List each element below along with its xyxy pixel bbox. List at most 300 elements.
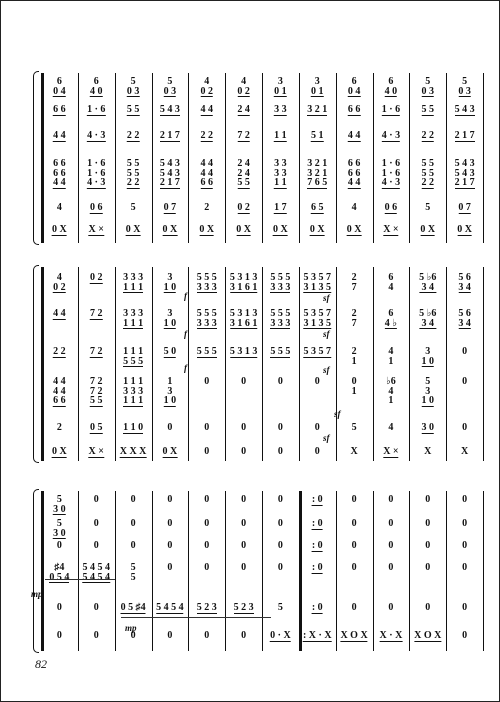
note-cell <box>234 603 254 614</box>
note-line: 5 4 5 4 <box>82 571 110 583</box>
note-cell <box>53 519 66 539</box>
note-cell <box>388 495 393 505</box>
note-line: 1 <box>388 355 394 367</box>
note-line: 0 <box>277 494 283 505</box>
note-cell <box>458 77 471 97</box>
note-line: 5 <box>277 602 283 613</box>
note-cell <box>163 225 178 236</box>
note-line: 0 <box>462 422 468 433</box>
bar-line <box>483 267 484 461</box>
bar-line <box>152 73 153 243</box>
bar-line <box>299 267 300 461</box>
note-line: 3 0 <box>421 422 434 433</box>
note-line: 0 <box>314 422 320 433</box>
note-cell <box>422 423 435 434</box>
note-line: 0 <box>462 602 468 613</box>
note-line: 0 2 <box>237 85 250 97</box>
note-line: : 0 <box>311 494 323 505</box>
note-line: 0 <box>462 494 468 505</box>
note-cell <box>382 159 400 189</box>
bar-line <box>262 73 263 243</box>
note-line: 5 <box>425 376 431 387</box>
bar-line <box>115 491 116 651</box>
note-cell <box>197 603 217 614</box>
note-line: 0 · X <box>270 630 291 641</box>
note-line: : 0 <box>311 602 323 613</box>
note-cell <box>414 631 441 642</box>
note-line: X <box>460 446 469 457</box>
note-line: X × <box>383 446 399 457</box>
note-cell <box>352 519 357 529</box>
note-line: 4 · 3 <box>381 130 401 141</box>
note-cell <box>458 309 471 329</box>
note-line: 0 <box>425 518 431 529</box>
note-line: 0 <box>241 540 247 551</box>
note-cell <box>127 131 140 142</box>
bar-line <box>188 267 189 461</box>
note-cell <box>87 131 105 142</box>
note-line: 5 0 <box>163 346 177 357</box>
system-brace <box>33 71 39 245</box>
note-line: 0 3 <box>126 85 140 97</box>
bar-line <box>483 491 484 651</box>
note-line: 7 2 <box>90 385 103 397</box>
note-cell <box>278 603 283 613</box>
note-cell <box>167 631 172 641</box>
note-cell <box>57 631 62 641</box>
note-line: 0 <box>277 376 283 387</box>
page-number: 82 <box>35 657 47 671</box>
note-line: 2 <box>351 272 357 283</box>
note-line: 2 1 7 <box>454 177 475 188</box>
note-cell <box>90 423 103 434</box>
note-line: 5 <box>130 571 136 583</box>
note-cell <box>388 603 393 613</box>
note-line: 0 X <box>346 224 362 235</box>
note-cell <box>164 347 177 358</box>
note-line: 6 <box>388 272 394 283</box>
note-line: 0 <box>241 518 247 529</box>
note-cell <box>57 603 62 613</box>
note-cell <box>49 563 69 583</box>
bar-line <box>373 267 374 461</box>
note-cell <box>204 519 209 529</box>
note-line: 5 <box>462 76 468 87</box>
note-line: 0 X <box>162 224 178 235</box>
bar-line <box>225 73 226 243</box>
bar-line <box>409 73 410 243</box>
note-line: 3 3 3 <box>123 385 144 397</box>
note-cell <box>312 541 323 552</box>
note-cell <box>462 377 467 387</box>
note-line: X O X <box>414 630 442 641</box>
note-line: 7 <box>351 281 357 293</box>
note-cell <box>422 377 435 407</box>
note-line: X · X <box>379 630 403 641</box>
note-line: 1 0 <box>163 395 177 406</box>
note-line: 4 <box>351 202 357 213</box>
note-cell <box>273 225 288 236</box>
note-cell <box>352 377 357 396</box>
note-cell <box>230 347 258 358</box>
dynamic-mark: sf <box>323 329 330 339</box>
note-line: X × <box>88 224 104 235</box>
note-line: 0 5 4 <box>49 571 70 583</box>
note-line: 0 <box>130 518 136 529</box>
note-cell <box>462 603 467 613</box>
note-line: 2 2 <box>421 130 434 141</box>
note-cell <box>274 105 287 116</box>
note-line: 0 <box>351 518 357 529</box>
note-line: 6 <box>56 76 62 87</box>
note-line: 2 4 <box>237 104 250 115</box>
note-line: 0 <box>167 630 173 641</box>
note-line: 5 5 5 <box>196 308 217 319</box>
note-cell <box>53 105 66 116</box>
note-line: 0 <box>93 518 99 529</box>
note-line: 2 2 <box>421 177 434 188</box>
note-cell <box>156 603 184 614</box>
note-cell <box>237 159 250 189</box>
dynamic-mark: mp <box>31 589 43 599</box>
note-line: : 0 <box>311 540 323 551</box>
note-cell <box>352 203 357 213</box>
note-cell <box>278 377 283 387</box>
note-cell <box>304 309 332 329</box>
note-line: 1 0 <box>421 395 434 406</box>
note-line: 0 <box>425 494 431 505</box>
note-line: 5 ♭6 <box>419 272 437 283</box>
dynamic-mark: f <box>184 291 187 301</box>
note-cell <box>422 347 435 367</box>
note-cell <box>164 203 177 214</box>
note-cell <box>131 203 136 213</box>
note-line: 0 <box>56 630 62 641</box>
note-line: 0 6 <box>384 202 398 213</box>
note-cell <box>458 273 471 293</box>
note-line: 0 <box>277 518 283 529</box>
note-line: 3 3 <box>274 104 287 115</box>
note-cell <box>424 447 431 457</box>
note-line: X X X <box>119 446 147 457</box>
note-line: 0 5 <box>90 422 103 433</box>
note-cell <box>90 273 103 284</box>
note-cell <box>87 105 105 116</box>
note-cell <box>204 423 209 433</box>
note-cell <box>121 603 146 614</box>
note-line: 4 <box>56 272 62 283</box>
note-cell <box>352 347 357 366</box>
note-line: 0 <box>204 562 210 573</box>
note-line: 5 6 <box>458 272 471 283</box>
note-line: 4 <box>204 76 210 87</box>
note-line: 0 1 <box>311 85 324 97</box>
note-cell <box>388 273 393 292</box>
note-line: 2 1 7 <box>454 130 475 141</box>
note-line: 0 4 <box>53 85 66 97</box>
note-cell <box>94 603 99 613</box>
note-cell <box>278 563 283 573</box>
note-line: 4 · 3 <box>87 177 106 188</box>
note-cell <box>131 563 136 582</box>
dynamic-mark: sf <box>334 409 341 419</box>
note-cell <box>348 105 361 116</box>
note-line: 0 <box>388 518 394 529</box>
note-line: 0 <box>462 518 468 529</box>
note-cell <box>164 273 177 293</box>
system-brace <box>33 265 39 463</box>
note-cell <box>312 495 323 506</box>
note-line: 0 <box>204 494 210 505</box>
note-line: 0 <box>277 446 283 457</box>
note-cell <box>274 77 287 97</box>
note-cell <box>386 377 396 406</box>
note-line: 0 <box>241 630 247 641</box>
note-cell <box>340 631 367 642</box>
note-line: 4 <box>241 76 247 87</box>
note-line: 2 4 <box>237 158 250 169</box>
note-cell <box>352 273 357 292</box>
note-line: 1 0 <box>163 281 177 293</box>
note-line: 3 3 3 <box>196 281 217 293</box>
note-cell <box>53 159 66 189</box>
note-cell <box>57 541 62 551</box>
note-line: 7 6 5 <box>307 177 328 188</box>
note-cell <box>270 347 290 358</box>
bar-line <box>373 73 374 243</box>
dynamic-mark: sf <box>323 293 330 303</box>
note-line: X <box>424 446 432 457</box>
bar-line <box>152 491 153 651</box>
bar-line <box>115 267 116 461</box>
note-line: 0 6 <box>90 202 103 213</box>
note-line: 3 <box>167 385 173 397</box>
note-line: 7 2 <box>90 308 103 319</box>
note-cell <box>455 131 475 142</box>
note-line: 3 <box>425 346 431 357</box>
note-line: X <box>350 446 358 457</box>
note-line: 0 7 <box>163 202 177 213</box>
note-line: 0 <box>388 602 394 613</box>
note-cell <box>127 77 140 97</box>
note-cell <box>348 159 361 189</box>
note-line: 3 4 <box>458 317 471 329</box>
system-brace <box>33 489 39 653</box>
note-cell <box>53 309 66 320</box>
note-cell <box>388 347 393 366</box>
note-line: 1 <box>351 385 357 397</box>
note-line: 1 0 <box>163 317 177 329</box>
bar-line <box>299 491 302 651</box>
note-line: 0 <box>93 494 99 505</box>
note-cell <box>201 105 214 116</box>
note-line: 3 1 3 5 <box>303 281 331 293</box>
note-cell <box>422 159 435 189</box>
note-cell <box>123 273 143 293</box>
note-line: 6 6 <box>347 167 361 179</box>
note-cell <box>425 495 430 505</box>
note-line: 3 3 3 <box>270 281 291 293</box>
note-cell <box>462 423 467 433</box>
note-cell <box>53 131 66 142</box>
note-line: 5 5 <box>126 158 140 169</box>
note-cell <box>94 631 99 641</box>
bar-line <box>299 73 300 243</box>
note-cell <box>201 131 214 142</box>
note-line: 0 3 <box>458 85 471 97</box>
note-line: 0 <box>167 422 173 433</box>
note-cell <box>53 377 66 407</box>
note-line: 0 2 <box>53 281 66 293</box>
note-line: 4 0 <box>90 85 103 97</box>
note-line: 5 5 5 <box>196 272 217 283</box>
note-line: 5 3 5 7 <box>303 272 331 283</box>
note-line: 7 2 <box>90 376 103 387</box>
note-cell <box>425 603 430 613</box>
note-cell <box>385 309 397 329</box>
note-cell <box>241 519 246 529</box>
note-cell <box>425 519 430 529</box>
note-line: 0 <box>241 376 247 387</box>
note-cell <box>204 541 209 551</box>
note-line: 4 <box>388 281 394 293</box>
note-cell <box>201 77 214 97</box>
note-cell <box>131 541 136 551</box>
note-cell <box>83 563 111 583</box>
note-line: 0 <box>241 494 247 505</box>
note-line: 5 3 5 7 <box>303 346 331 357</box>
note-cell <box>164 377 177 407</box>
note-line: 7 2 <box>90 346 103 357</box>
note-cell <box>53 347 66 358</box>
note-line: 3 4 <box>419 283 436 294</box>
note-line: 7 <box>351 317 357 329</box>
note-line: : 0 <box>311 562 323 573</box>
note-cell <box>311 77 324 97</box>
note-line: 3 3 3 <box>123 272 144 283</box>
note-line: 0 <box>204 518 210 529</box>
note-cell <box>382 105 400 116</box>
note-cell <box>278 447 283 457</box>
note-cell <box>419 273 436 293</box>
note-line: : 0 <box>311 518 323 529</box>
note-line: 4 4 <box>53 177 66 188</box>
note-line: 5 <box>130 76 136 87</box>
note-cell <box>422 105 435 116</box>
hairpin-line <box>121 617 271 618</box>
note-line: 0 <box>388 562 394 573</box>
note-cell <box>241 495 246 505</box>
note-cell <box>388 563 393 573</box>
note-line: 1 1 1 <box>123 376 144 387</box>
note-cell <box>127 105 140 116</box>
note-line: 5 5 <box>237 177 250 188</box>
note-line: 2 <box>351 346 357 357</box>
note-cell <box>230 309 258 329</box>
note-cell <box>352 423 357 433</box>
note-line: 7 2 <box>237 130 250 141</box>
note-cell <box>167 563 172 573</box>
note-line: 5 5 <box>421 158 434 169</box>
note-line: 0 <box>130 630 136 641</box>
note-line: 0 <box>167 494 173 505</box>
note-cell <box>204 447 209 457</box>
note-cell <box>312 563 323 574</box>
note-line: 0 X <box>125 224 141 235</box>
note-line: 5 3 5 7 <box>303 308 331 319</box>
note-line: 0 X <box>273 224 288 235</box>
note-cell <box>385 203 398 214</box>
note-cell <box>312 603 323 614</box>
note-line: 2 2 <box>200 130 213 141</box>
note-cell <box>385 77 398 97</box>
bar-line <box>225 267 226 461</box>
note-line: 1 · 6 <box>87 158 106 169</box>
note-line: 3 4 <box>458 281 471 293</box>
note-line: 4 4 <box>200 167 213 179</box>
note-line: 0 1 <box>274 85 287 97</box>
note-line: 3 3 3 <box>270 317 291 329</box>
note-cell <box>237 131 250 142</box>
bar-line <box>336 491 337 651</box>
note-cell <box>347 225 362 236</box>
bar-line <box>446 491 447 651</box>
note-cell <box>53 495 66 515</box>
note-line: 4 4 <box>53 130 66 141</box>
note-line: 5 2 3 <box>196 602 217 613</box>
note-cell <box>307 159 327 189</box>
bar-line <box>41 491 44 651</box>
note-cell <box>462 541 467 551</box>
note-line: 5 5 5 <box>270 308 291 319</box>
note-line: 5 5 <box>126 167 140 179</box>
note-cell <box>53 77 66 97</box>
note-cell <box>455 159 475 189</box>
note-line: 4 4 <box>200 104 213 115</box>
bar-line <box>225 491 226 651</box>
bar-line <box>78 73 79 243</box>
note-cell <box>204 563 209 573</box>
note-line: 4 4 <box>347 130 361 141</box>
note-cell <box>123 423 143 434</box>
note-line: 0 <box>204 540 210 551</box>
note-line: 0 <box>388 540 394 551</box>
note-line: 1 1 1 <box>123 395 144 406</box>
bar-line <box>188 491 189 651</box>
note-cell <box>237 105 250 116</box>
bar-line <box>336 267 337 461</box>
note-line: 5 <box>130 562 136 573</box>
hairpin-line <box>45 579 115 580</box>
score-system-2 <box>41 267 483 461</box>
note-cell <box>462 519 467 529</box>
note-line: X × <box>88 446 104 457</box>
note-cell <box>94 519 99 529</box>
dynamic-mark: sf <box>323 365 330 375</box>
note-cell <box>278 495 283 505</box>
note-line: 4 4 <box>53 308 66 319</box>
note-line: 3 <box>277 76 283 87</box>
note-cell <box>352 495 357 505</box>
note-cell <box>204 495 209 505</box>
bar-line <box>152 267 153 461</box>
note-cell <box>420 225 435 236</box>
note-line: 3 1 6 1 <box>229 317 258 329</box>
dynamic-mark: f <box>184 363 187 373</box>
score-system-3 <box>31 491 483 651</box>
note-line: 6 <box>388 308 394 319</box>
note-cell <box>197 309 217 329</box>
